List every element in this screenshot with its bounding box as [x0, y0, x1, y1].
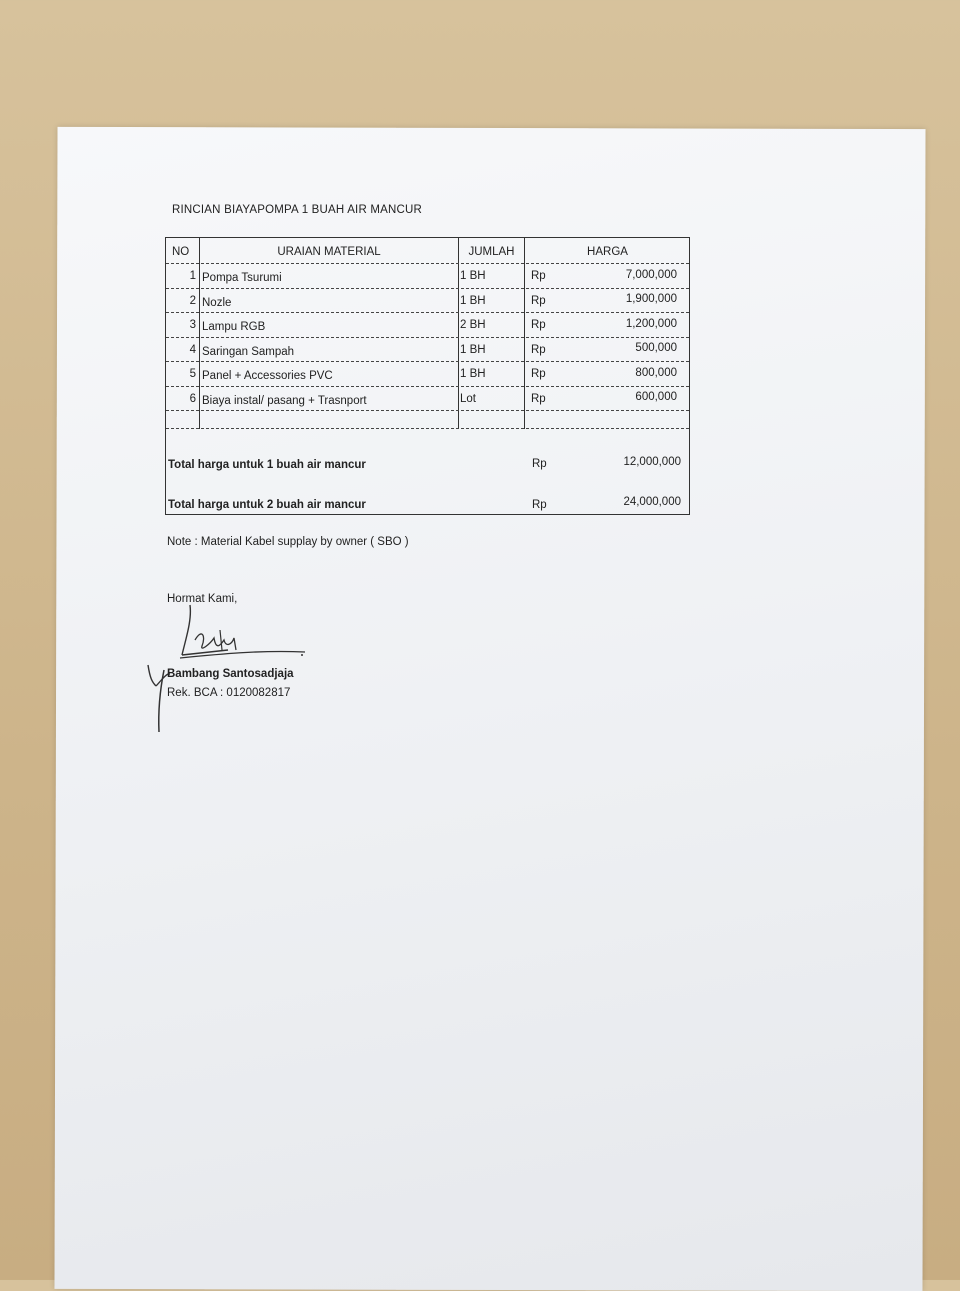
row-qty: Lot	[460, 393, 476, 405]
row-currency: Rp	[531, 270, 546, 282]
total-label: Total harga untuk 2 buah air mancur	[168, 499, 366, 511]
row-currency: Rp	[531, 295, 546, 307]
header-qty: JUMLAH	[468, 246, 515, 258]
document-title: RINCIAN BIAYAPOMPA 1 BUAH AIR MANCUR	[172, 204, 423, 216]
row-number: 1	[189, 270, 196, 282]
total-currency: Rp	[532, 499, 547, 511]
row-price: 500,000	[635, 342, 677, 354]
row-qty: 2 BH	[460, 319, 486, 331]
row-price: 7,000,000	[625, 269, 677, 281]
row-price: 800,000	[635, 367, 677, 379]
row-number: 3	[189, 319, 196, 331]
row-price: 1,900,000	[625, 293, 677, 305]
row-material: Biaya instal/ pasang + Trasnport	[202, 395, 367, 407]
note-text: Note : Material Kabel supplay by owner ( SBO )	[167, 536, 409, 548]
row-qty: 1 BH	[460, 368, 486, 380]
row-material: Saringan Sampah	[202, 346, 295, 358]
header-no: NO	[172, 246, 190, 258]
total-price: 24,000,000	[623, 496, 681, 508]
bank-account: Rek. BCA : 0120082817	[167, 687, 291, 699]
total-currency: Rp	[532, 458, 547, 470]
row-qty: 1 BH	[460, 295, 486, 307]
row-price: 600,000	[635, 391, 677, 403]
closing-text: Hormat Kami,	[167, 593, 238, 605]
signer-name: Bambang Santosadjaja	[167, 668, 294, 680]
row-material: Panel + Accessories PVC	[202, 370, 333, 382]
total-label: Total harga untuk 1 buah air mancur	[168, 459, 366, 471]
row-number: 5	[189, 368, 196, 380]
row-qty: 1 BH	[460, 344, 486, 356]
row-material: Nozle	[202, 297, 232, 309]
row-currency: Rp	[531, 319, 546, 331]
row-price: 1,200,000	[625, 318, 677, 330]
row-material: Lampu RGB	[202, 321, 266, 333]
row-number: 4	[189, 344, 196, 356]
total-price: 12,000,000	[623, 456, 681, 468]
row-qty: 1 BH	[460, 270, 486, 282]
header-material: URAIAN MATERIAL	[277, 246, 381, 258]
row-material: Pompa Tsurumi	[202, 272, 282, 284]
row-currency: Rp	[531, 344, 546, 356]
row-number: 6	[189, 393, 196, 405]
row-number: 2	[189, 295, 196, 307]
header-price: HARGA	[587, 246, 628, 258]
cost-table	[165, 237, 690, 515]
row-currency: Rp	[531, 368, 546, 380]
row-currency: Rp	[531, 393, 546, 405]
